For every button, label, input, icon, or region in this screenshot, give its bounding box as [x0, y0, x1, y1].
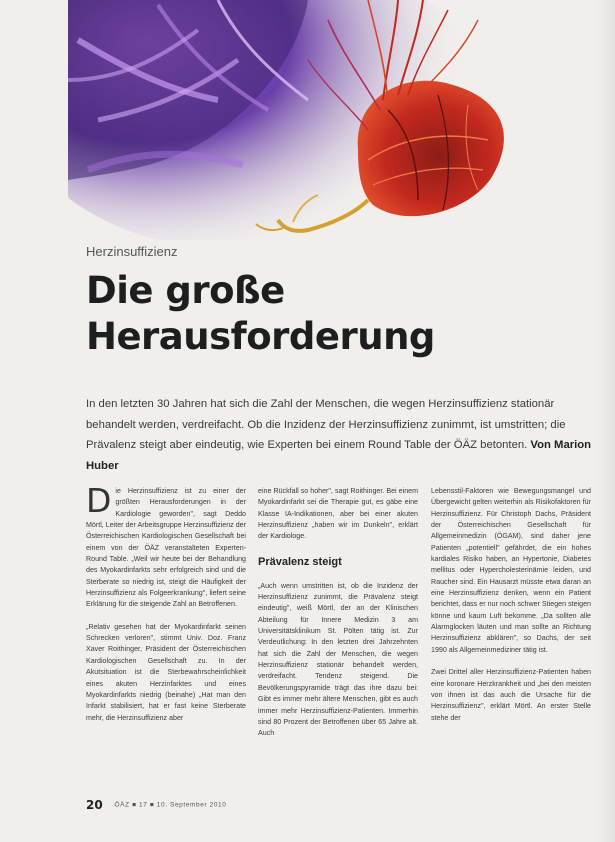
paragraph-text: ie Herzinsuffizienz ist zu einer der größten Herausforderungen in der Kardiologie geworden", sagt Deddo Mörtl, Leiter der Arbeitsgruppe Herzinsuffizienz der Österreichischen Kardiologischen Gesellschaft bei einem von der ÖÄZ veranstalteten Experten-Round Table. „Weil wir heute bei der Behandlung des Myokardinfarkts sehr erfolgreich sind und die Sterberate so niedrig ist, steigt die Häufigkeit der Herzinsuffizienz als Folgeerkrankung", liefert seine Erklärung für die steigende Zahl an Betroffenen.	[86, 487, 246, 609]
text-column-1	[86, 481, 246, 735]
text-column-3	[431, 486, 591, 735]
author-byline: Von Marion Huber	[86, 439, 592, 472]
paragraph: „Relativ gesehen hat der Myokardinfarkt seinen Schrecken verloren", stimmt Univ. Doz. Franz Xaver Roithinger, Präsident der Österreichischen Kardiologischen Gesellschaft zu. In der Akutsituation ist die Sterbewahrscheinlichkeit eines akuten Herzinfarktes und eines Myokardinfarkts niedrig (beinahe) „Hat man den Infarkt stabilisiert, hat er fast keine Sterberate mehr, die Herzinsuffizienz aber	[86, 622, 246, 722]
issue-info: ÖÄZ ■ 17 ■ 10. September 2010	[114, 801, 227, 809]
paragraph	[86, 481, 246, 611]
headline-line-2: Herausforderung	[86, 315, 435, 358]
paragraph: Lebensstil-Faktoren wie Bewegungsmangel und Übergewicht gelten weiterhin als Risikofaktoren für Herzinsuffizienz. Für Christoph Dachs, Präsident der Österreichischen Gesellschaft für Allgemeinmedizin (ÖGAM), sind daher jene Patienten „potentiell" gefährdet, die ein hohes kardiales Risiko haben, an Hypertonie, Diabetes mellitus oder Hypercholesterinämie leiden, und Raucher sind. Ein Hausarzt müsste etwa daran an eine Herzinsuffizienz denken, wenn ein Patient berichtet, dass er nur noch schwer Stiegen steigen könne und kaum Luft bekomme. „Da sollten alle Alarmglocken läuten und man sollte an Richtung Herzinsuffizienz abklären", so Dachs, der seit 1990 als Allgemeinmediziner tätig ist.	[431, 487, 591, 654]
vertical-section-tag	[80, 40, 88, 120]
section-kicker: Herzinsuffizienz	[86, 244, 178, 259]
headline-line-1: Die große	[86, 269, 285, 312]
paragraph: Zwei Drittel aller Herzinsuffizienz-Patienten haben eine koronare Herzkrankheit und „bei den meisten von ihnen ist das auch die Ursache für die Herzinsuffizienz", erklärt Mörtl. An erster Stelle stehe der	[431, 668, 591, 722]
article-lead	[86, 394, 592, 476]
paragraph: eine Rückfall so hoher", sagt Roithinger. Bei einem Myokardinfarkt sei die Therapie gut, es gäbe eine Klasse IA-Indikationen, aber bei einer akuten Herzinsuffizienz „haben wir im Dunkeln", erklärt der Kardiologe.	[258, 487, 418, 541]
paragraph: „Auch wenn umstritten ist, ob die Inzidenz der Herzinsuffizienz zunimmt, die Prävalenz steigt eindeutig", weiß Mörtl, der an der Klinischen Abteilung für Innere Medizin 3 am Universitätsklinikum St. Pölten tätig ist. Zur Verdeutlichung: In den letzten drei Jahrzehnten hat sich die Zahl der Menschen, die wegen Herzinsuffizienz stationär behandelt werden, verdreifacht. Tendenz steigend. Die Bevölkerungspyramide trägt das ihre dazu bei: Gibt es immer mehr ältere Menschen, gibt es auch immer mehr Herzinsuffizienz-Patienten. Immerhin sind 80 Prozent der Betroffenen über 65 Jahre alt. Auch	[258, 581, 418, 738]
lead-text: In den letzten 30 Jahren hat sich die Zahl der Menschen, die wegen Herzinsuffizienz stationär behandelt werden, verdreifacht. Ob die Inzidenz der Herzinsuffizienz zunimmt, ist umstritten; die Prävalenz steigt aber eindeutig, wie Experten bei einem Round Table der ÖÄZ betonten.	[86, 398, 566, 451]
page-number: 20	[86, 798, 103, 812]
text-column-2	[258, 486, 418, 751]
page-footer	[86, 798, 586, 812]
hero-image-heart-vessels	[68, 0, 540, 240]
subheading: Prävalenz steigt	[258, 555, 342, 568]
scan-edge	[597, 0, 615, 842]
article-headline	[86, 268, 586, 360]
drop-cap: D	[86, 481, 112, 520]
